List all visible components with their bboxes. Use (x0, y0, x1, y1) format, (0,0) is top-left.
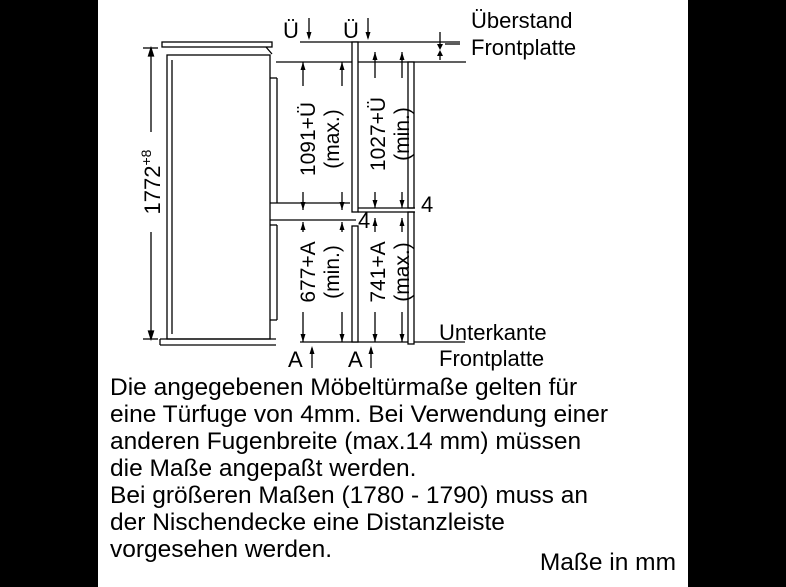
bottom-label-line2: Frontplatte (439, 346, 545, 371)
upper-door-max-label: 1091+Ü (297, 101, 320, 177)
upper-door-min-note: (min.) (391, 107, 414, 161)
right-black-band (688, 0, 786, 587)
installation-note (110, 374, 685, 563)
gap-label-middle: 4 (358, 208, 371, 233)
diagram-panel (98, 0, 688, 587)
gap-label-right: 4 (421, 192, 434, 217)
note-line: Die angegebenen Möbeltürmaße gelten für (110, 374, 578, 401)
note-line: anderen Fugenbreite (max.14 mm) müssen (110, 428, 582, 455)
lower-door-max-label: 741+A (367, 241, 390, 303)
note-line: die Maße angepaßt werden. (110, 455, 417, 482)
upper-door-max-note: (max.) (321, 109, 344, 169)
note-line: der Nischendecke eine Distanzleiste (110, 509, 505, 536)
bottom-label-line1: Unterkante (439, 320, 547, 345)
left-black-band (0, 0, 98, 587)
top-label-line1: Überstand (471, 8, 573, 33)
u-marker-right: Ü (343, 18, 359, 43)
lower-door-min-note: (min.) (321, 245, 344, 299)
note-line: eine Türfuge von 4mm. Bei Verwendung einer (110, 401, 609, 428)
units-label: Maße in mm (539, 549, 676, 576)
upper-door-min-label: 1027+Ü (367, 96, 390, 172)
note-line: vorgesehen werden. (110, 536, 333, 563)
lower-door-max-note: (max.) (391, 242, 414, 302)
installation-diagram (98, 0, 688, 372)
a-marker-right: A (348, 347, 363, 372)
lower-door-min-label: 677+A (297, 241, 320, 303)
u-marker-left: Ü (283, 18, 299, 43)
overall-height-label: $1772^{+8}$ (138, 149, 165, 215)
note-line: Bei größeren Maßen (1780 - 1790) muss an (110, 482, 588, 509)
top-label-line2: Frontplatte (471, 35, 577, 60)
a-marker-left: A (288, 347, 303, 372)
